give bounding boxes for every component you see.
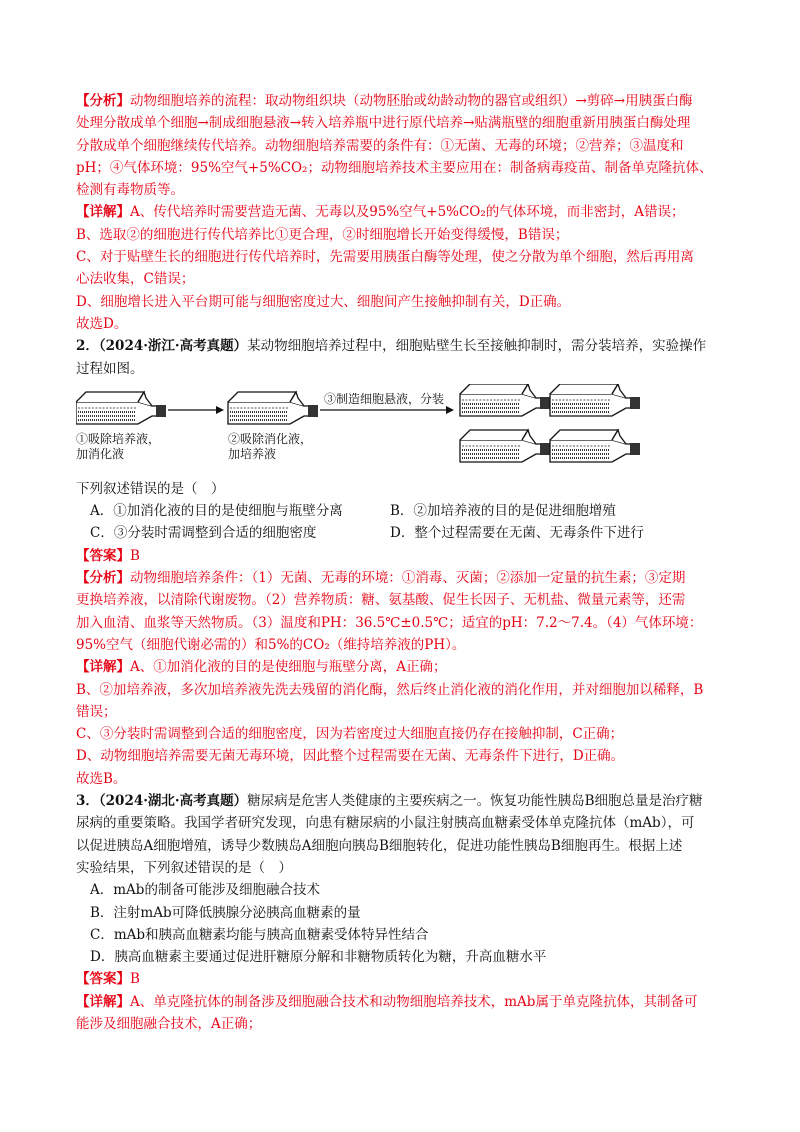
analysis-line: 更换培养液，以清除代谢废物。（2）营养物质：糖、氨基酸、促生长因子、无机盐、微量元素等，还需 [76, 592, 686, 609]
answer-value: B [130, 547, 140, 564]
step-3-caption: ③制造细胞悬液，分装 [324, 391, 445, 406]
analysis-line: 处理分散成单个细胞→制成细胞悬液→转入培养瓶中进行原代培养→贴满瓶壁的细胞重新用胰蛋白酶处理 [76, 115, 691, 132]
detail-line: 错误； [76, 703, 117, 720]
analysis-line: 动物细胞培养条件：（1）无菌、无毒的环境：①消毒、灭菌；②添加一定量的抗生素；③定期 [130, 570, 686, 587]
option-c: C．③分装时需调整到合适的细胞密度 [90, 525, 317, 542]
question-stem: 尿病的重要策略。我国学者研究发现，向患有糖尿病的小鼠注射胰高血糖素受体单克隆抗体（mAb），可 [76, 815, 695, 832]
analysis-line: 分散成单个细胞继续传代培养。动物细胞培养需要的条件有：①无菌、无毒的环境；②营养；③温度和 [76, 137, 684, 154]
flask-2 [228, 392, 318, 424]
option-d: D．胰高血糖素主要通过促进肝糖原分解和非糖物质转化为糖，升高血糖水平 [90, 949, 547, 966]
question-stem: 过程如图。 [76, 360, 144, 377]
flask-1 [76, 392, 166, 424]
question-source: （2024·浙江·高考真题） [98, 338, 248, 355]
detail-line: C、③分装时需调整到合适的细胞密度，因为若密度过大细胞直接仍存在接触抑制，C正确； [76, 726, 624, 743]
detail-line: A、传代培养时需要营造无菌、无毒以及95%空气+5%CO₂的气体环境，而非密封，A错误； [130, 204, 685, 221]
detail-tag: 【详解】 [76, 993, 130, 1010]
detail-line: A、①加消化液的目的是使细胞与瓶壁分离，A正确； [130, 659, 447, 676]
option-b: B．注射mAb可降低胰腺分泌胰高血糖素的量 [90, 904, 361, 921]
detail-section-1 [76, 201, 726, 335]
analysis-section-1 [76, 90, 726, 201]
detail-line: D、动物细胞培养需要无菌无毒环境，因此整个过程需要在无菌、无毒条件下进行，D正确。 [76, 748, 625, 765]
detail-line: 心法收集，C错误； [76, 271, 195, 288]
question-stem: 糖尿病是危害人类健康的主要疾病之一。恢复功能性胰岛B细胞总量是治疗糖 [247, 793, 703, 810]
option-a: A．①加消化液的目的是使细胞与瓶壁分离 [90, 503, 343, 520]
detail-line: A、单克隆抗体的制备涉及细胞融合技术和动物细胞培养技术，mAb属于单克隆抗体，其制备可 [130, 993, 698, 1010]
question-2 [76, 335, 726, 790]
option-c: C．mAb和胰高血糖素均能与胰高血糖素受体特异性结合 [90, 926, 429, 943]
answer-value: B [130, 971, 140, 988]
step-2-caption [228, 432, 312, 462]
detail-tag: 【详解】 [76, 659, 130, 676]
analysis-tag: 【分析】 [76, 93, 130, 109]
question-stem: 实验结果，下列叙述错误的是（ ） [76, 859, 292, 876]
step-2-line: 加培养液 [228, 446, 277, 461]
flask-6 [550, 430, 640, 462]
flask-3 [460, 384, 550, 416]
question-stem: 某动物细胞培养过程中，细胞贴壁生长至接触抑制时，需分装培养，实验操作 [247, 338, 707, 355]
detail-line: B、选取②的细胞进行传代培养比①更合理，②时细胞增长开始变得缓慢，B错误； [76, 226, 569, 243]
flask-5 [460, 430, 550, 462]
detail-line: C、对于贴壁生长的细胞进行传代培养时，先需要用胰蛋白酶等处理，使之分散为单个细胞，然后再用离 [76, 249, 694, 266]
choice-line: 故选B。 [76, 770, 127, 787]
analysis-line: 检测有毒物质等。 [76, 182, 184, 199]
step-1-line: ①吸除培养液， [76, 431, 161, 446]
question-stem: 以促进胰岛A细胞增殖，诱导少数胰岛A细胞向胰岛B细胞转化，促进功能性胰岛B细胞再生。根据上述 [76, 837, 683, 854]
option-d: D．整个过程需要在无菌、无毒条件下进行 [390, 525, 644, 542]
detail-line: B、②加培养液，多次加培养液先洗去残留的消化酶，然后终止消化液的消化作用，并对细胞加以稀释，B [76, 681, 704, 698]
flask-4 [550, 384, 640, 416]
question-source: （2024·湖北·高考真题） [98, 793, 248, 810]
analysis-line: 95%空气（细胞代谢必需的）和5%的CO₂（维持培养液的PH）。 [76, 636, 466, 653]
question-3 [76, 790, 726, 1035]
choice-line: 故选D。 [76, 315, 128, 332]
analysis-tag: 【分析】 [76, 570, 130, 587]
answer-tag: 【答案】 [76, 971, 130, 988]
question-number: 3． [76, 793, 99, 810]
question-ask: 下列叙述错误的是（ ） [76, 480, 225, 497]
detail-tag: 【详解】 [76, 204, 130, 221]
detail-line: D、细胞增长进入平台期可能与细胞密度过大、细胞间产生接触抑制有关，D正确。 [76, 293, 571, 310]
analysis-line: 加入血清、血浆等天然物质。（3）温度和PH：36.5℃±0.5℃；适宜的pH：7.2～7.4。（4）气体环境： [76, 614, 703, 631]
step-1-caption [76, 432, 160, 462]
question-number: 2． [76, 338, 99, 355]
answer-tag: 【答案】 [76, 547, 130, 564]
analysis-line: 动物细胞培养的流程：取动物组织块（动物胚胎或幼龄动物的器官或组织）→剪碎→用胰蛋白酶 [130, 93, 693, 109]
analysis-line: pH；④气体环境：95%空气+5%CO₂；动物细胞培养技术主要应用在：制备病毒疫苗、制备单克隆抗体、 [76, 159, 713, 176]
step-1-line: 加消化液 [76, 446, 125, 461]
option-a: A．mAb的制备可能涉及细胞融合技术 [90, 882, 320, 899]
step-2-line: ②吸除消化液， [228, 431, 313, 446]
detail-line: 能涉及细胞融合技术，A正确； [76, 1015, 262, 1032]
experiment-figure [76, 384, 726, 472]
document-page [76, 90, 726, 1035]
option-b: B．②加培养液的目的是促进细胞增殖 [390, 503, 616, 520]
